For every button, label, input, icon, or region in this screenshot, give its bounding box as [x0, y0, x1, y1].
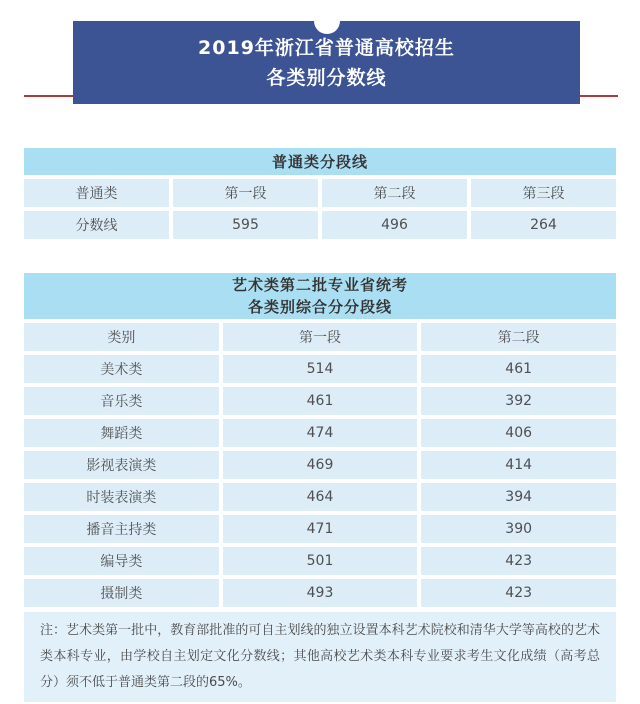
column-header: 第一段	[173, 179, 318, 207]
art-category-table	[24, 273, 616, 607]
score-value: 390	[421, 515, 616, 543]
score-value: 414	[421, 451, 616, 479]
row-label: 音乐类	[24, 387, 219, 415]
column-header: 第二段	[421, 323, 616, 351]
table-row	[24, 515, 616, 543]
score-value: 474	[223, 419, 418, 447]
row-label: 影视表演类	[24, 451, 219, 479]
row-label: 分数线	[24, 211, 169, 239]
general-table-title: 普通类分段线	[24, 148, 616, 175]
page-title-line2: 各类别分数线	[266, 66, 387, 89]
score-value: 501	[223, 547, 418, 575]
score-value: 461	[223, 387, 418, 415]
score-value: 496	[322, 211, 467, 239]
table-row	[24, 387, 616, 415]
art-table-header-row	[24, 323, 616, 351]
general-category-table	[24, 148, 616, 239]
score-value: 471	[223, 515, 418, 543]
table-row	[24, 483, 616, 511]
score-value: 394	[421, 483, 616, 511]
row-label: 播音主持类	[24, 515, 219, 543]
art-table-title-line1: 艺术类第二批专业省统考	[231, 276, 408, 294]
row-label: 摄制类	[24, 579, 219, 607]
score-value: 264	[471, 211, 616, 239]
header-banner	[73, 21, 580, 104]
score-value: 595	[173, 211, 318, 239]
score-value: 461	[421, 355, 616, 383]
column-header: 第二段	[322, 179, 467, 207]
general-table-header-row	[24, 179, 616, 207]
score-value: 392	[421, 387, 616, 415]
table-row	[24, 211, 616, 239]
column-header: 第一段	[223, 323, 418, 351]
row-label: 时装表演类	[24, 483, 219, 511]
score-value: 493	[223, 579, 418, 607]
art-table-title	[24, 273, 616, 319]
score-value: 423	[421, 579, 616, 607]
page-title-line1: 2019年浙江省普通高校招生	[198, 36, 455, 59]
row-label: 舞蹈类	[24, 419, 219, 447]
column-header: 第三段	[471, 179, 616, 207]
footnote: 注：艺术类第一批中，教育部批准的可自主划线的独立设置本科艺术院校和清华大学等高校的艺术类本科专业，由学校自主划定文化分数线；其他高校艺术类本科专业要求考生文化成绩（高考总分）须不低于普通类第二段的65%。	[24, 612, 616, 702]
column-header: 普通类	[24, 179, 169, 207]
art-table-title-line2: 各类别综合分分段线	[247, 298, 392, 316]
column-header: 类别	[24, 323, 219, 351]
score-value: 406	[421, 419, 616, 447]
row-label: 美术类	[24, 355, 219, 383]
table-row	[24, 579, 616, 607]
content-area	[24, 148, 616, 702]
table-row	[24, 547, 616, 575]
table-row	[24, 451, 616, 479]
score-value: 469	[223, 451, 418, 479]
row-label: 编导类	[24, 547, 219, 575]
header-notch	[314, 8, 340, 34]
table-row	[24, 355, 616, 383]
score-value: 423	[421, 547, 616, 575]
table-row	[24, 419, 616, 447]
score-value: 514	[223, 355, 418, 383]
score-value: 464	[223, 483, 418, 511]
